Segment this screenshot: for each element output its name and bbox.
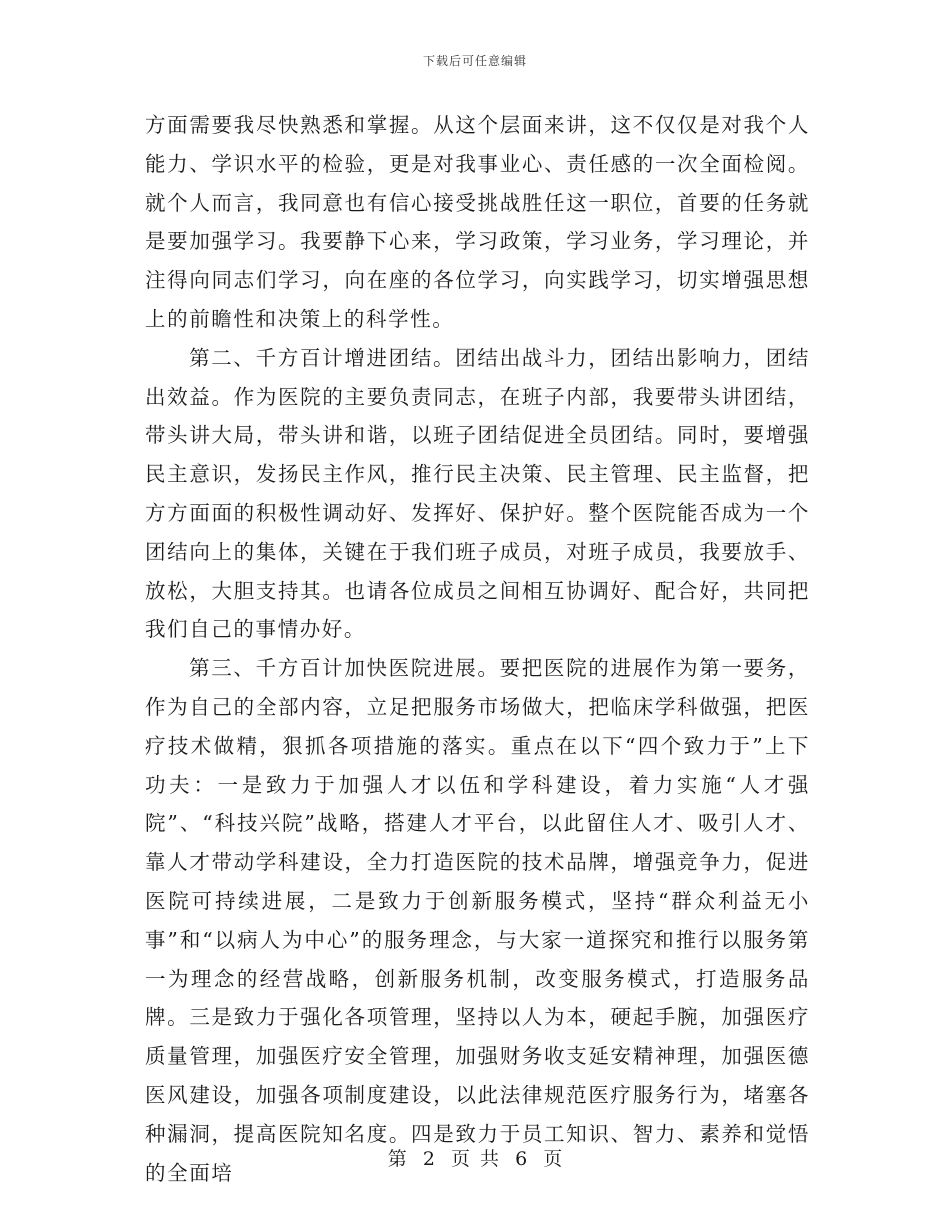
footer-page-number: 2 [422,1148,435,1170]
page-footer [0,1144,950,1171]
header-note: 下载后可任意编辑 [422,54,527,68]
paragraph-2: 第二、千方百计增进团结。团结出战斗力，团结出影响力，团结出效益。作为医院的主要负责同志，在班子内部，我要带头讲团结，带头讲大局，带头讲和谐，以班子团结促进全员团结。同时，要增强民主意识，发扬民主作风，推行民主决策、民主管理、民主监督，把方方面面的积极性调动好、发挥好、保护好。整个医院能否成为一个团结向上的集体，关键在于我们班子成员，对班子成员，我要放手、放松，大胆支持其。也请各位成员之间相互协调好、配合好，共同把我们自己的事情办好。 [145,345,810,642]
footer-total-pages: 6 [515,1148,528,1170]
body-text [145,106,810,1192]
footer-prefix: 第 [387,1148,407,1170]
footer-middle: 页 共 [450,1148,500,1170]
paragraph-1: 方面需要我尽快熟悉和掌握。从这个层面来讲，这不仅仅是对我个人能力、学识水平的检验，更是对我事业心、责任感的一次全面检阅。就个人而言，我同意也有信心接受挑战胜任这一职位，首要的任务就是要加强学习。我要静下心来，学习政策，学习业务，学习理论，并注得向同志们学习，向在座的各位学习，向实践学习，切实增强思想上的前瞻性和决策上的科学性。 [145,113,810,331]
footer-suffix: 页 [543,1148,563,1170]
paragraph-3: 第三、千方百计加快医院进展。要把医院的进展作为第一要务，作为自己的全部内容，立足把服务市场做大，把临床学科做强，把医疗技术做精，狠抓各项措施的落实。重点在以下“四个致力于”上下功夫：一是致力于加强人才以伍和学科建设，着力实施“人才强院”、“科技兴院”战略，搭建人才平台，以此留住人才、吸引人才、靠人才带动学科建设，全力打造医院的技术品牌，增强竞争力，促进医院可持续进展，二是致力于创新服务模式，坚持“群众利益无小事”和“以病人为中心”的服务理念，与大家一道探究和推行以服务第一为理念的经营战略，创新服务机制，改变服务模式，打造服务品牌。三是致力于强化各项管理，坚持以人为本，硬起手腕，加强医疗质量管理，加强医疗安全管理，加强财务收支延安精神理，加强医德医风建设，加强各项制度建设，以此法律规范医疗服务行为，堵塞各种漏洞，提高医院知名度。四是致力于员工知识、智力、素养和觉悟的全面培 [145,656,810,1185]
